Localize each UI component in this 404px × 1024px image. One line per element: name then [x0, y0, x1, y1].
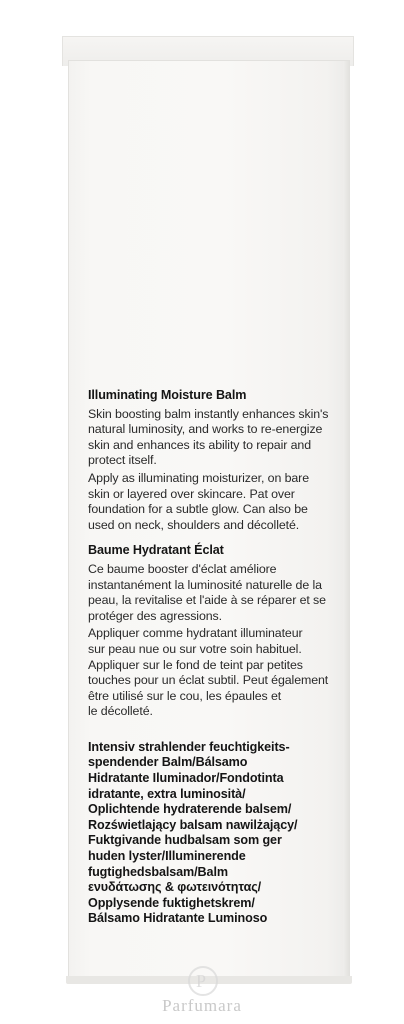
french-directions: Appliquer comme hydratant illuminateur sur peau nue ou sur votre soin habituel. Appliquer sur le fond de teint par petites touches pour un éclat subtil. Peut également être utilisé sur le cou, les épaules et le décolleté. — [88, 626, 329, 719]
english-directions: Apply as illuminating moisturizer, on bare skin or layered over skincare. Pat over foundation for a subtle glow. Can also be used on neck, shoulders and décolleté. — [88, 470, 310, 532]
english-description: Skin boosting balm instantly enhances skin's natural luminosity, and works to re-energize skin and enhances its ability to repair and protect itself. — [88, 406, 329, 468]
watermark-text: Parfumara — [162, 996, 242, 1015]
english-heading: Illuminating Moisture Balm — [88, 388, 247, 402]
multilingual-product-names: Intensiv strahlender feuchtigkeits- spendender Balm/Bálsamo Hidratante Iluminador/Fondotinta idratante, extra luminosità/ Oplichtende hydraterende balsem/ Rozświetlający balsam nawilżający/ Fuktgivande hudbalsam som ger huden lyster/Illuminerende fugtighedsbalsam/Balm ενυδάτωσης & φωτεινότητας/ Opplysende fuktighetskrem/ Bálsamo Hidratante Luminoso — [88, 739, 298, 926]
watermark-emblem-icon: P — [188, 966, 218, 996]
label-text-block — [88, 388, 336, 927]
french-description: Ce baume booster d'éclat améliore instantanément la luminosité naturelle de la peau, la revitalise et l'aide à se réparer et se protéger des agressions. — [88, 561, 326, 623]
french-heading: Baume Hydratant Éclat — [88, 543, 224, 558]
